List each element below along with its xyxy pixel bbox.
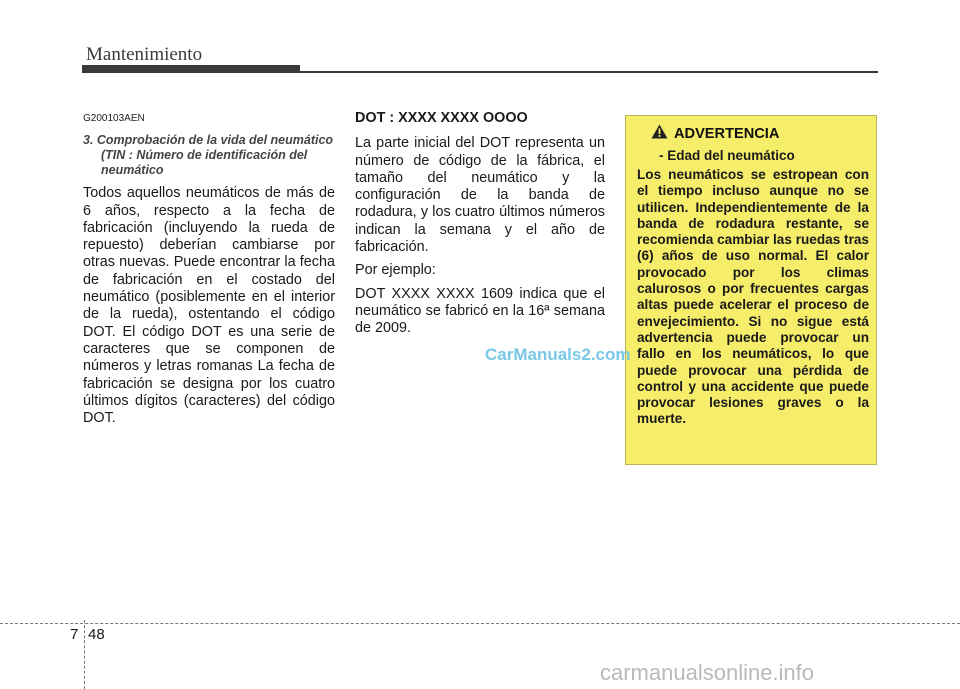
footer-vertical-divider [84, 620, 85, 689]
middle-paragraph-2: Por ejemplo: [355, 262, 436, 279]
middle-column [355, 110, 605, 344]
middle-paragraph-1: La parte inicial del DOT representa un número de código de la fábrica, el tamaño del neumático y la configuración de la banda de rodadura, y los cuatro últimos números indican la semana y el año de fabricación. [355, 135, 605, 256]
warning-title-row [637, 124, 869, 144]
watermark-bottom: carmanualsonline.info [600, 660, 815, 685]
footer-divider [0, 623, 960, 624]
header-line [300, 71, 878, 73]
chapter-number: 7 [70, 626, 79, 643]
header-bar [82, 65, 300, 73]
section-code: G200103AEN [83, 113, 145, 124]
left-paragraph: Todos aquellos neumáticos de más de 6 años, respecto a la fecha de fabricación (incluyendo la rueda de repuesto) deberían cambiarse por otras nuevas. Puede encontrar la fecha de fabricación en el costado del neumático (posiblemente en el interior de la rueda), ostentando el código DOT. El código DOT es una serie de caracteres que se componen de números y letras romanas La fecha de fabricación se designa por los cuatro últimos dígitos (caracteres) del código DOT. [83, 185, 335, 427]
header-title: Mantenimiento [86, 44, 203, 65]
page-number: 48 [88, 626, 105, 643]
warning-box [625, 115, 877, 465]
left-column [83, 110, 335, 433]
dot-heading: DOT : XXXX XXXX OOOO [355, 110, 528, 126]
warning-subtitle: - Edad del neumático [659, 148, 795, 163]
warning-text: Los neumáticos se estropean con el tiempo incluso aunque no se utilicen. Independientemente de la banda de rodadura restante, se recomienda cambiar las ruedas tras (6) años de uso normal. El calor provocado por los climas calurosos o por frecuentes cargas altas puede acelerar el proceso de envejecimiento. Si no sigue está advertencia puede provocar un fallo en los neumáticos, lo que puede provocar una pérdida de control y una accidente que puede provocar lesiones graves o la muerte. [637, 167, 869, 427]
watermark-middle: CarManuals2.com [485, 345, 631, 364]
warning-triangle-icon [651, 124, 668, 144]
middle-paragraph-3: DOT XXXX XXXX 1609 indica que el neumático se fabricó en la 16ª semana de 2009. [355, 285, 605, 337]
warning-title: ADVERTENCIA [674, 126, 780, 142]
section-subheading: 3. Comprobación de la vida del neumático (TIN : Número de identificación del neumático [83, 133, 334, 178]
